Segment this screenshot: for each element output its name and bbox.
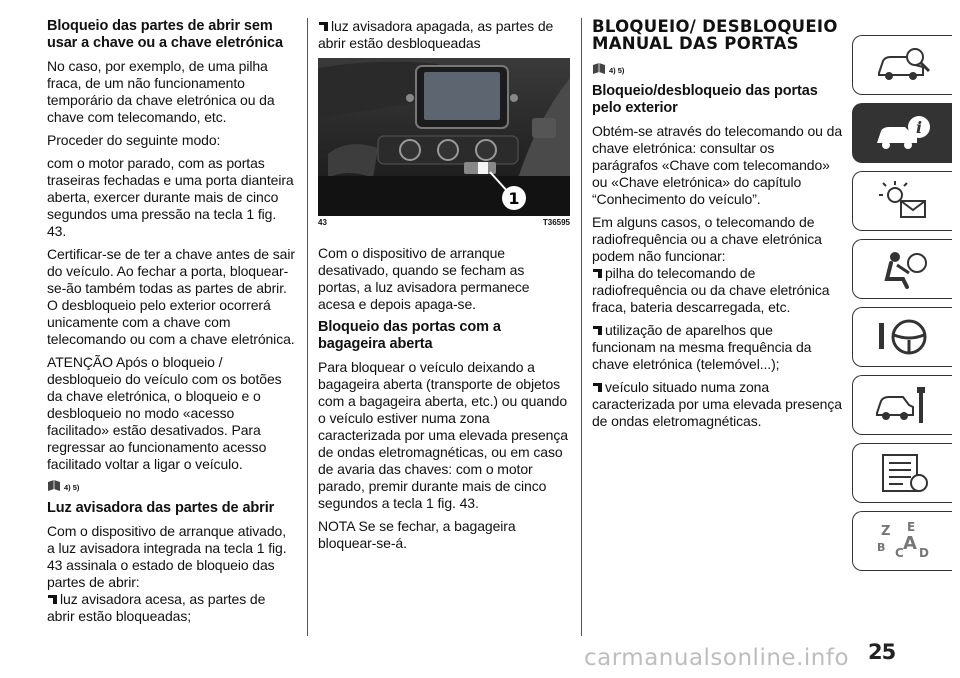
car-search-icon: [873, 43, 933, 87]
heading-trunk-open: Bloqueio das portas com a bagageira aberta: [318, 319, 501, 352]
tab-car-search[interactable]: [852, 35, 952, 95]
dashboard-illustration: [318, 58, 570, 216]
car-info-icon: [873, 111, 933, 155]
figure-callout: 1: [508, 189, 520, 208]
bullet-item: veículo situado numa zona: [592, 379, 842, 396]
tab-airbag[interactable]: [852, 239, 952, 299]
column-divider: [581, 18, 582, 636]
svg-text:E: E: [906, 520, 915, 534]
tab-car-info[interactable]: [852, 103, 952, 163]
paragraph: Obtém-se através do telecomando ou da chave eletrónica: consultar os parágrafos «Chave com telecomando» ou «Chave eletrónica» do capítulo “Conhecimento do veículo”.: [592, 123, 843, 207]
tab-index[interactable]: [852, 511, 952, 571]
tab-emergency[interactable]: [852, 375, 952, 435]
svg-text:B: B: [876, 541, 885, 554]
paragraph: Para bloquear o veículo deixando a bagageira aberta (transporte de objetos com a bagageira aberta, etc.) ou quando o veículo estiver numa zona caracterizada por uma elevada presença de ondas eletromagnéticas, ou em caso de avaria das chaves: com o motor parado, premir durante mais de cinco segundos a tecla 1 fig. 43.: [318, 359, 568, 511]
figure-number: 43: [318, 218, 327, 227]
warning-reference: [592, 62, 842, 75]
car-tools-icon: [873, 383, 933, 427]
paragraph: Com o dispositivo de arranque desativado, quando se fecham as portas, a luz avisadora permanece acesa e depois apaga-se.: [318, 245, 530, 312]
paragraph: ATENÇÃO Após o bloqueio / desbloqueio do veículo com os botões da chave eletrónica, o bloqueio e o desbloqueio no modo «acesso facilitado» estão desativados. Para regressar ao funcionamento acesso facilitado voltar a ligar o veículo.: [47, 354, 282, 472]
bullet-item-continued: caracterizada por uma elevada presença de ondas eletromagnéticas.: [592, 396, 842, 429]
book-icon: [47, 479, 61, 492]
paragraph: Certificar-se de ter a chave antes de sair do veículo. Ao fechar a porta, bloquear-se-ão também todas as partes de abrir. O desbloqueio pelo exterior ocorrerá unicamente com a chave com telecomando ou com a chave eletrónica.: [47, 246, 295, 347]
bullet-item: utilização de aparelhos que: [592, 322, 842, 339]
paragraph: com o motor parado, com as portas traseiras fechadas e uma porta dianteira aberta, exercer durante mais de cinco segundos uma pressão na tecla 1 fig. 43.: [47, 155, 294, 239]
bullet-item-continued: abrir estão bloqueadas;: [47, 608, 192, 624]
bullet-marker-icon: [47, 594, 58, 605]
dashboard-photo: [318, 58, 570, 216]
warning-lights-mail-icon: [873, 179, 933, 223]
spec-list-icon: [873, 451, 933, 495]
chapter-tabs: [852, 35, 960, 579]
reference-numbers: 4) 5): [64, 483, 80, 492]
bullet-item: luz avisadora acesa, as partes de: [47, 591, 297, 608]
section-heading: BLOQUEIO/ DESBLOQUEIO MANUAL DAS PORTAS: [592, 17, 838, 53]
book-icon: [592, 62, 606, 75]
svg-text:i: i: [915, 118, 922, 137]
column-2: [318, 18, 570, 558]
bullet-item-continued: funcionam na mesma frequência da chave eletrónica (telemóvel...);: [592, 339, 812, 372]
paragraph: No caso, por exemplo, de uma pilha fraca, de um não funcionamento temporário da chave eletrónica ou da chave com telecomando, etc.: [47, 58, 275, 125]
column-3: [592, 18, 842, 436]
bullet-marker-icon: [592, 382, 603, 393]
page-number: 25: [868, 640, 896, 664]
paragraph: NOTA Se se fechar, a bagageira bloquear-se-á.: [318, 518, 516, 551]
column-divider: [307, 18, 308, 636]
alphabet-index-icon: [873, 519, 933, 563]
steering-wheel-icon: [873, 315, 933, 359]
svg-text:D: D: [918, 546, 929, 560]
bullet-marker-icon: [592, 325, 603, 336]
warning-reference: [47, 479, 297, 492]
paragraph: Com o dispositivo de arranque ativado, a luz avisadora integrada na tecla 1 fig. 43 assinala o estado de bloqueio das partes de abrir:: [47, 523, 287, 590]
bullet-marker-icon: [592, 268, 603, 279]
bullet-item: pilha do telecomando de: [592, 265, 842, 282]
svg-text:A: A: [902, 533, 917, 554]
figure-caption: [318, 218, 570, 227]
watermark: carmanualsonline.info: [584, 645, 850, 671]
heading-lock-without-key: Bloqueio das partes de abrir sem usar a chave ou a chave eletrónica: [47, 18, 283, 51]
airbag-seat-icon: [873, 247, 933, 291]
svg-text:Z: Z: [880, 524, 890, 539]
tab-driving[interactable]: [852, 307, 952, 367]
bullet-marker-icon: [318, 21, 329, 32]
bullet-item-continued: radiofrequência ou da chave eletrónica fraca, bateria descarregada, etc.: [592, 282, 830, 315]
tab-specifications[interactable]: [852, 443, 952, 503]
paragraph: Proceder do seguinte modo:: [47, 132, 221, 148]
bullet-item: luz avisadora apagada, as partes de abrir estão desbloqueadas: [318, 18, 554, 51]
paragraph: Em alguns casos, o telecomando de radiofrequência ou a chave eletrónica podem não funcionar:: [592, 214, 822, 264]
tab-warning-lights[interactable]: [852, 171, 952, 231]
column-1: [47, 18, 297, 631]
svg-text:C: C: [894, 546, 904, 560]
heading-indicator-light: Luz avisadora das partes de abrir: [47, 500, 275, 516]
heading-exterior-lock: Bloqueio/desbloqueio das portas pelo exterior: [592, 83, 818, 116]
figure-code: T36595: [542, 218, 570, 227]
reference-numbers: 4) 5): [609, 66, 625, 75]
